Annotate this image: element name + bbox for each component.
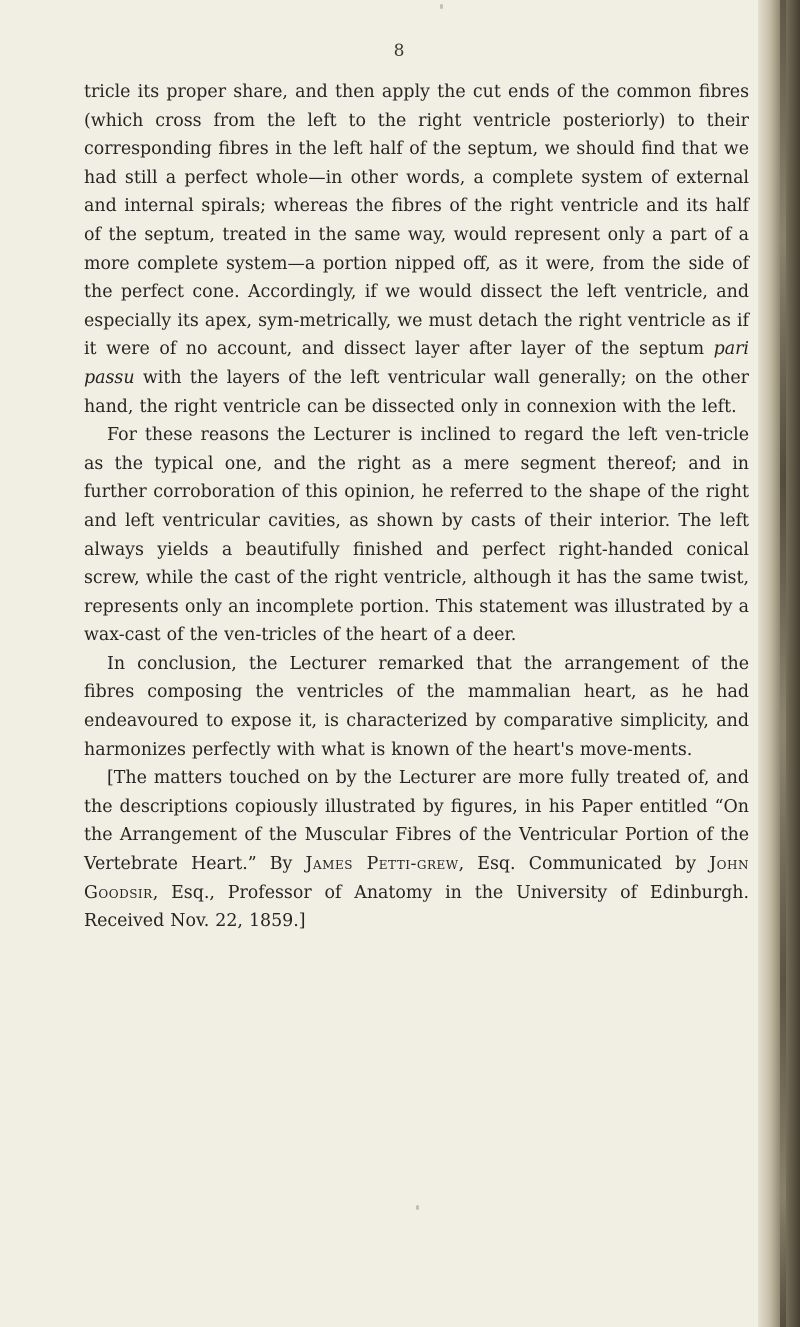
text-run: In conclusion, the Lecturer remarked that the arrangement of the fibres composing the ventricles of the mammalian heart, as he had endeavoured to expose it, is characterized by comparative simplicity, and harmonizes perfectly with what is known of the heart's move-ments.: [84, 653, 749, 760]
author-name: James Petti-grew: [305, 854, 459, 875]
text-run: For these reasons the Lecturer is inclined to regard the left ven-tricle as the typical one, and the right as a mere segment thereof; and in further corroboration of this opinion, he referred to the shape of the right and left ventricular cavities, as shown by casts of their interior. The left always yields a beautifully finished and perfect right-handed conical screw, while the cast of the right ventricle, although it has the same twist, represents only an incomplete portion. This statement was illustrated by a wax-cast of the ven-tricles of the heart of a deer.: [84, 425, 749, 646]
text-run: , Esq., Professor of Anatomy in the University of Edinburgh. Received Nov. 22, 1859.]: [84, 882, 749, 932]
speck: [416, 1205, 419, 1210]
paragraph-4: [84, 764, 749, 936]
body-text: [84, 78, 749, 936]
page-number: 8: [393, 41, 405, 61]
speck: [440, 4, 443, 9]
binding-edge: [780, 0, 786, 1327]
text-run: , Esq. Communicated by: [458, 854, 710, 875]
text-run: [The matters touched on by the Lecturer are more fully treated of, and the descriptions copiously illustrated by figures, in his Paper entitled “On the Arrangement of the Muscular Fibres of the Ventricular Portion of the Vertebrate Heart.” By: [84, 768, 749, 875]
communicator-name: John Goodsir: [84, 854, 749, 903]
text-run: tricle its proper share, and then apply the cut ends of the common fibres (which cross from the left to the right ventricle posteriorly) to their corresponding fibres in the left half of the septum, we should find that we had still a perfect whole—in other words, a complete system of external and internal spirals; whereas the fibres of the right ventricle and its half of the septum, treated in the same way, would represent only a part of a more complete system—a portion nipped off, as it were, from the side of the perfect cone. Accordingly, if we would dissect the left ventricle, and especially its apex, sym-metrically, we must detach the right ventricle as if it were of no account, and dissect layer after layer of the septum: [84, 82, 749, 360]
text-run: with the layers of the left ventricular wall generally; on the other hand, the right ventricle can be dissected only in connexion with the left.: [84, 367, 749, 417]
italic-phrase: pari passu: [84, 339, 749, 388]
paragraph-2: [84, 421, 749, 650]
paragraph-1: [84, 78, 749, 421]
paragraph-3: [84, 650, 749, 764]
page-edge-shadow: [758, 0, 800, 1327]
